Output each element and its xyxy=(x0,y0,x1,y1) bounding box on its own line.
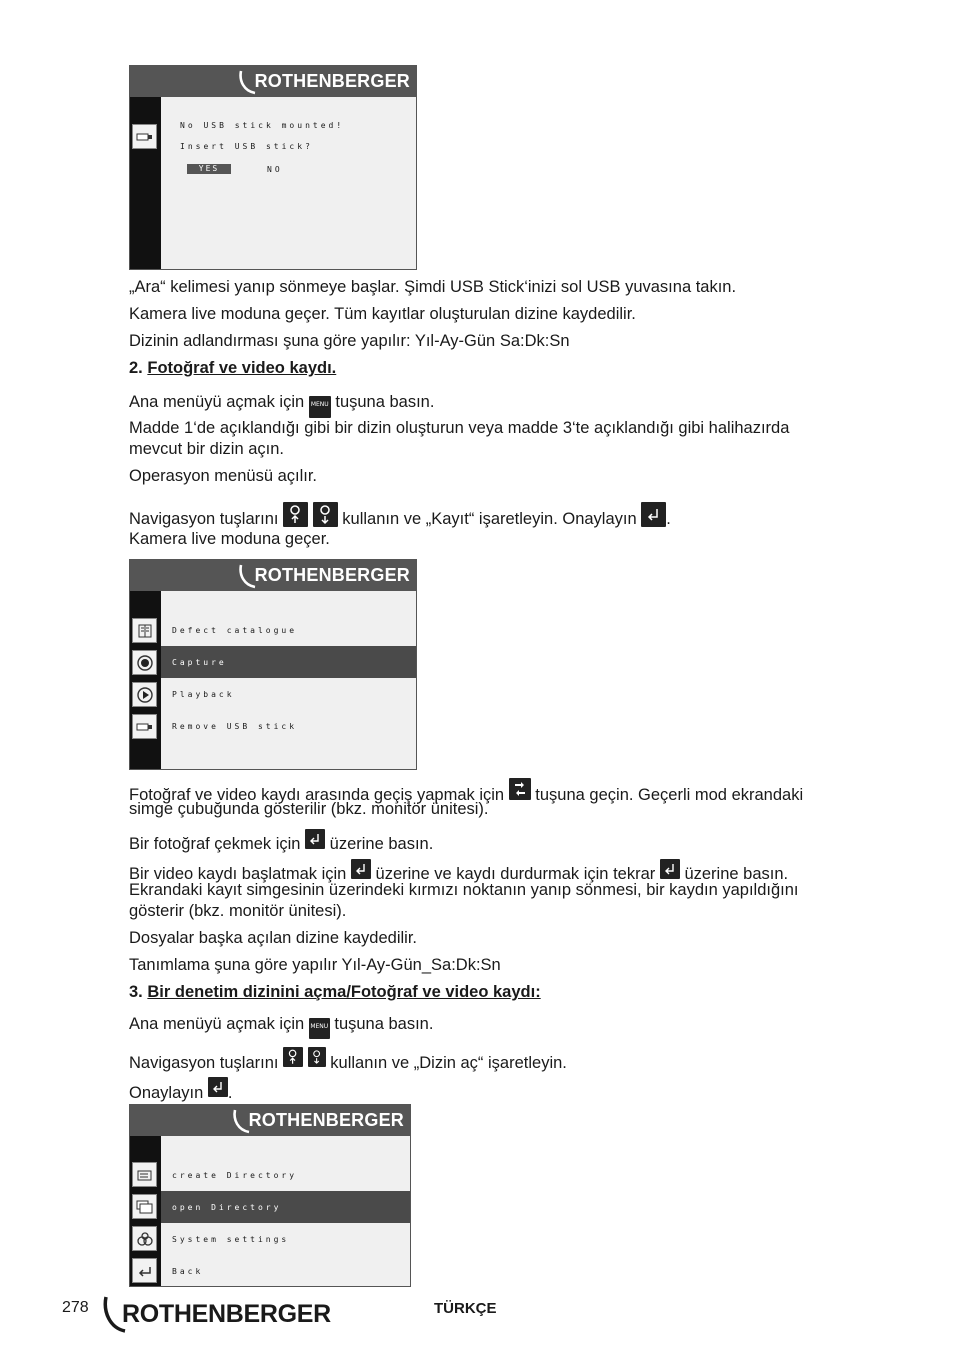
paragraph: Onaylayın . xyxy=(129,1077,232,1104)
enter-key-icon xyxy=(208,1077,228,1097)
yes-button[interactable]: YES xyxy=(187,164,231,174)
usb-message-line2: Insert USB stick? xyxy=(180,142,313,151)
usb-stick-icon xyxy=(132,124,157,149)
operation-menu-screen xyxy=(129,559,417,770)
usb-stick-icon xyxy=(132,714,157,739)
section-heading-2: 2. Fotoğraf ve video kaydı. xyxy=(129,359,337,377)
open-folder-icon xyxy=(132,1194,157,1219)
paragraph: Madde 1‘de açıklandığı gibi bir dizin oluşturun veya madde 3‘te açıklandığı gibi halihazırda xyxy=(129,419,790,437)
paragraph: Navigasyon tuşlarını kullanın ve „Dizin aç“ işaretleyin. xyxy=(129,1047,567,1074)
screen-header xyxy=(130,66,416,97)
paragraph: Dosyalar başka açılan dizine kaydedilir. xyxy=(129,929,417,947)
menu-item-open-directory[interactable]: open Directory xyxy=(161,1191,410,1223)
language-label: TÜRKÇE xyxy=(434,1300,497,1317)
menu-item-defect-catalogue[interactable]: Defect catalogue xyxy=(172,626,298,635)
enter-key-icon xyxy=(305,829,325,849)
mode-switch-key-icon xyxy=(509,778,531,800)
menu-item-create-directory[interactable]: create Directory xyxy=(172,1171,298,1180)
paragraph: Kamera live moduna geçer. xyxy=(129,530,330,548)
paragraph: simge çubuğunda gösterilir (bkz. monitör ünitesi). xyxy=(129,800,489,818)
menu-key-icon: MENU xyxy=(309,1018,330,1039)
paragraph: Ana menüyü açmak için MENU tuşuna basın. xyxy=(129,392,434,418)
paragraph: Ekrandaki kayıt simgesinin üzerindeki kırmızı noktanın yanıp sönmesi, bir kaydın yapıldığını xyxy=(129,881,799,899)
paragraph: Tanımlama şuna göre yapılır Yıl-Ay-Gün_Sa:Dk:Sn xyxy=(129,956,501,974)
menu-item-back[interactable]: Back xyxy=(172,1267,204,1276)
paragraph: Ana menüyü açmak için MENU tuşuna basın. xyxy=(129,1014,433,1039)
usb-prompt-screen xyxy=(129,65,417,270)
paragraph: „Ara“ kelimesi yanıp sönmeye başlar. Şimdi USB Stick‘inizi sol USB yuvasına takın. xyxy=(129,278,737,296)
nav-up-key-icon xyxy=(283,502,308,527)
directory-menu-screen xyxy=(129,1104,411,1287)
nav-down-key-icon xyxy=(308,1047,326,1067)
enter-key-icon xyxy=(641,502,666,527)
menu-item-capture[interactable]: Capture xyxy=(161,646,416,678)
paragraph: mevcut bir dizin açın. xyxy=(129,440,284,458)
paragraph: Fotoğraf ve video kaydı arasında geçiş yapmak için tuşuna geçin. Geçerli mod ekrandaki xyxy=(129,778,803,806)
menu-item-remove-usb[interactable]: Remove USB stick xyxy=(172,722,298,731)
brand-logo: ROTHENBERGER xyxy=(232,1107,404,1134)
footer-brand-logo: ROTHENBERGER xyxy=(102,1294,331,1334)
brand-logo: ROTHENBERGER xyxy=(238,562,410,589)
menu-key-icon: MENU xyxy=(309,396,331,418)
screen-sidebar xyxy=(130,1136,161,1286)
enter-key-icon xyxy=(351,859,371,879)
play-icon xyxy=(132,682,157,707)
screen-header xyxy=(130,1105,410,1136)
back-arrow-icon xyxy=(132,1258,157,1283)
screen-header xyxy=(130,560,416,591)
record-icon xyxy=(132,650,157,675)
enter-key-icon xyxy=(660,859,680,879)
paragraph: Navigasyon tuşlarını kullanın ve „Kayıt“ işaretleyin. Onaylayın . xyxy=(129,502,671,530)
paragraph: Bir fotoğraf çekmek için üzerine basın. xyxy=(129,829,433,855)
paragraph: Operasyon menüsü açılır. xyxy=(129,467,318,485)
nav-down-key-icon xyxy=(313,502,338,527)
nav-up-key-icon xyxy=(283,1047,303,1067)
section-heading-3: 3. Bir denetim dizinini açma/Fotoğraf ve video kaydı: xyxy=(129,983,541,1001)
menu-item-system-settings[interactable]: System settings xyxy=(172,1235,290,1244)
paragraph: gösterir (bkz. monitör ünitesi). xyxy=(129,902,347,920)
catalogue-icon xyxy=(132,618,157,643)
menu-item-playback[interactable]: Playback xyxy=(172,690,235,699)
brand-logo: ROTHENBERGER xyxy=(238,68,410,95)
no-button[interactable]: NO xyxy=(267,165,283,174)
screen-sidebar xyxy=(130,591,161,769)
paragraph: Bir video kaydı başlatmak için üzerine ve kaydı durdurmak için tekrar üzerine basın. xyxy=(129,859,788,885)
page-number: 278 xyxy=(62,1299,89,1316)
paragraph: Dizinin adlandırması şuna göre yapılır: Yıl-Ay-Gün Sa:Dk:Sn xyxy=(129,332,570,350)
paragraph: Kamera live moduna geçer. Tüm kayıtlar oluşturulan dizine kaydedilir. xyxy=(129,305,636,323)
usb-message-line1: No USB stick mounted! xyxy=(180,121,345,130)
create-folder-icon xyxy=(132,1162,157,1187)
screen-sidebar xyxy=(130,97,161,269)
settings-gears-icon xyxy=(132,1226,157,1251)
